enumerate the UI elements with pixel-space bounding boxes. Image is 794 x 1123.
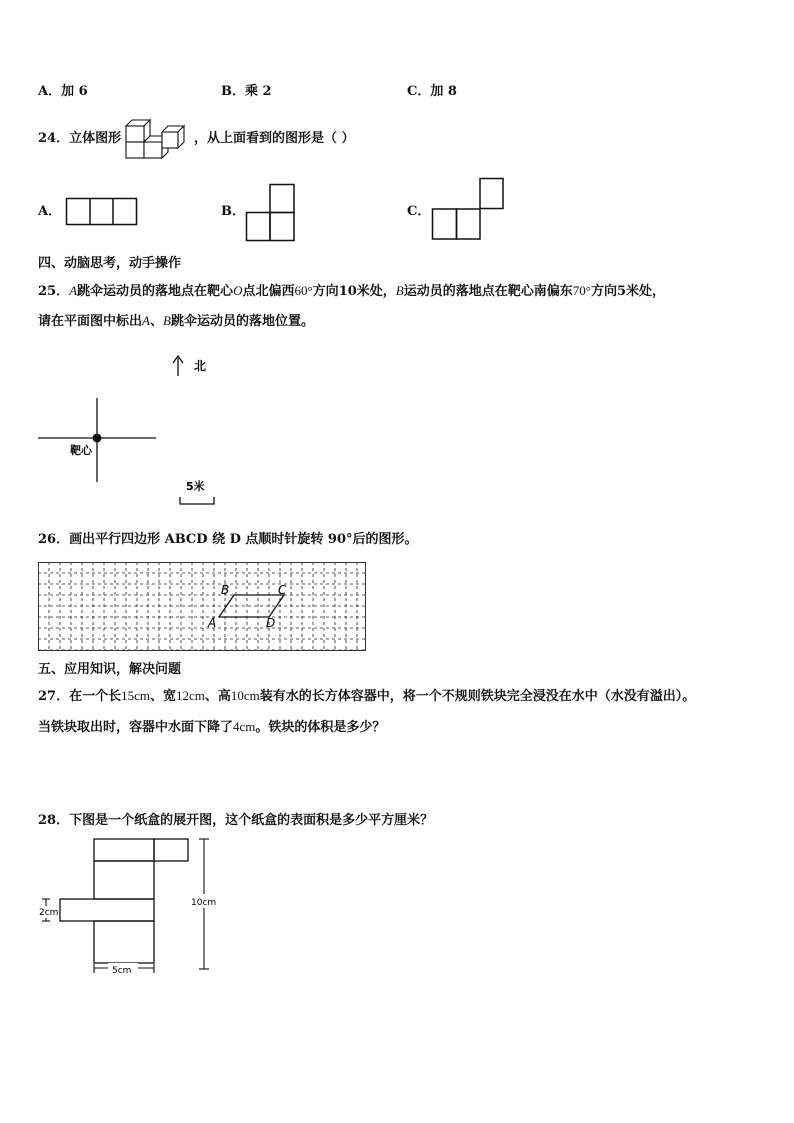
q27-line2: 当铁块取出时，容器中水面下降了4cm。铁块的体积是多少？	[38, 719, 386, 735]
q27-line1: 27．在一个长15cm、宽12cm、高10cm装有水的长方体容器中，将一个不规则铁块完全浸没在水中（水没有溢出）。	[38, 688, 696, 704]
scale-bar	[180, 497, 214, 504]
label-a: A	[208, 616, 217, 630]
q24-option-c-shape	[432, 178, 506, 240]
option-c: C．加 8	[407, 84, 457, 99]
width-label: 5cm	[112, 966, 132, 976]
label-d: D	[266, 616, 276, 630]
target-map	[36, 350, 226, 522]
section-five-title: 五、应用知识，解决问题	[38, 662, 182, 677]
scale-label: 5米	[186, 480, 205, 493]
q25-line1: 25．A跳伞运动员的落地点在靶心O点北偏西60°方向10米处，B运动员的落地点在靶心南偏东70°方向5米处，	[38, 283, 666, 299]
cube-figure	[122, 114, 192, 162]
small-label: 2cm	[39, 908, 59, 918]
height-label: 10cm	[191, 898, 217, 908]
q26-text: 26．画出平行四边形 ABCD 绕 D 点顺时针旋转 90°后的图形。	[38, 532, 418, 547]
q24-option-a-label: A．	[38, 204, 62, 219]
q24-option-b-shape	[246, 184, 296, 242]
option-a: A．加 6	[38, 84, 88, 99]
section-four-title: 四、动脑思考，动手操作	[38, 256, 182, 271]
label-c: C	[278, 583, 287, 597]
target-center-dot	[93, 434, 102, 443]
north-label: 北	[194, 359, 207, 373]
option-b: B．乘 2	[221, 84, 272, 99]
grid-figure	[38, 562, 366, 652]
q24-option-b-label: B．	[221, 204, 245, 219]
box-net-figure	[36, 836, 226, 981]
q24-option-c-label: C．	[407, 204, 431, 219]
q24-option-a-shape	[66, 198, 138, 226]
label-b: B	[221, 583, 230, 597]
q25-line2: 请在平面图中标出A、B跳伞运动员的落地位置。	[38, 313, 314, 329]
center-label: 靶心	[70, 444, 92, 457]
q24-number: 24．立体图形	[38, 131, 122, 146]
q24-suffix: ，从上面看到的图形是（ ）	[194, 131, 355, 146]
q28-text: 28．下图是一个纸盒的展开图，这个纸盒的表面积是多少平方厘米？	[38, 813, 434, 828]
